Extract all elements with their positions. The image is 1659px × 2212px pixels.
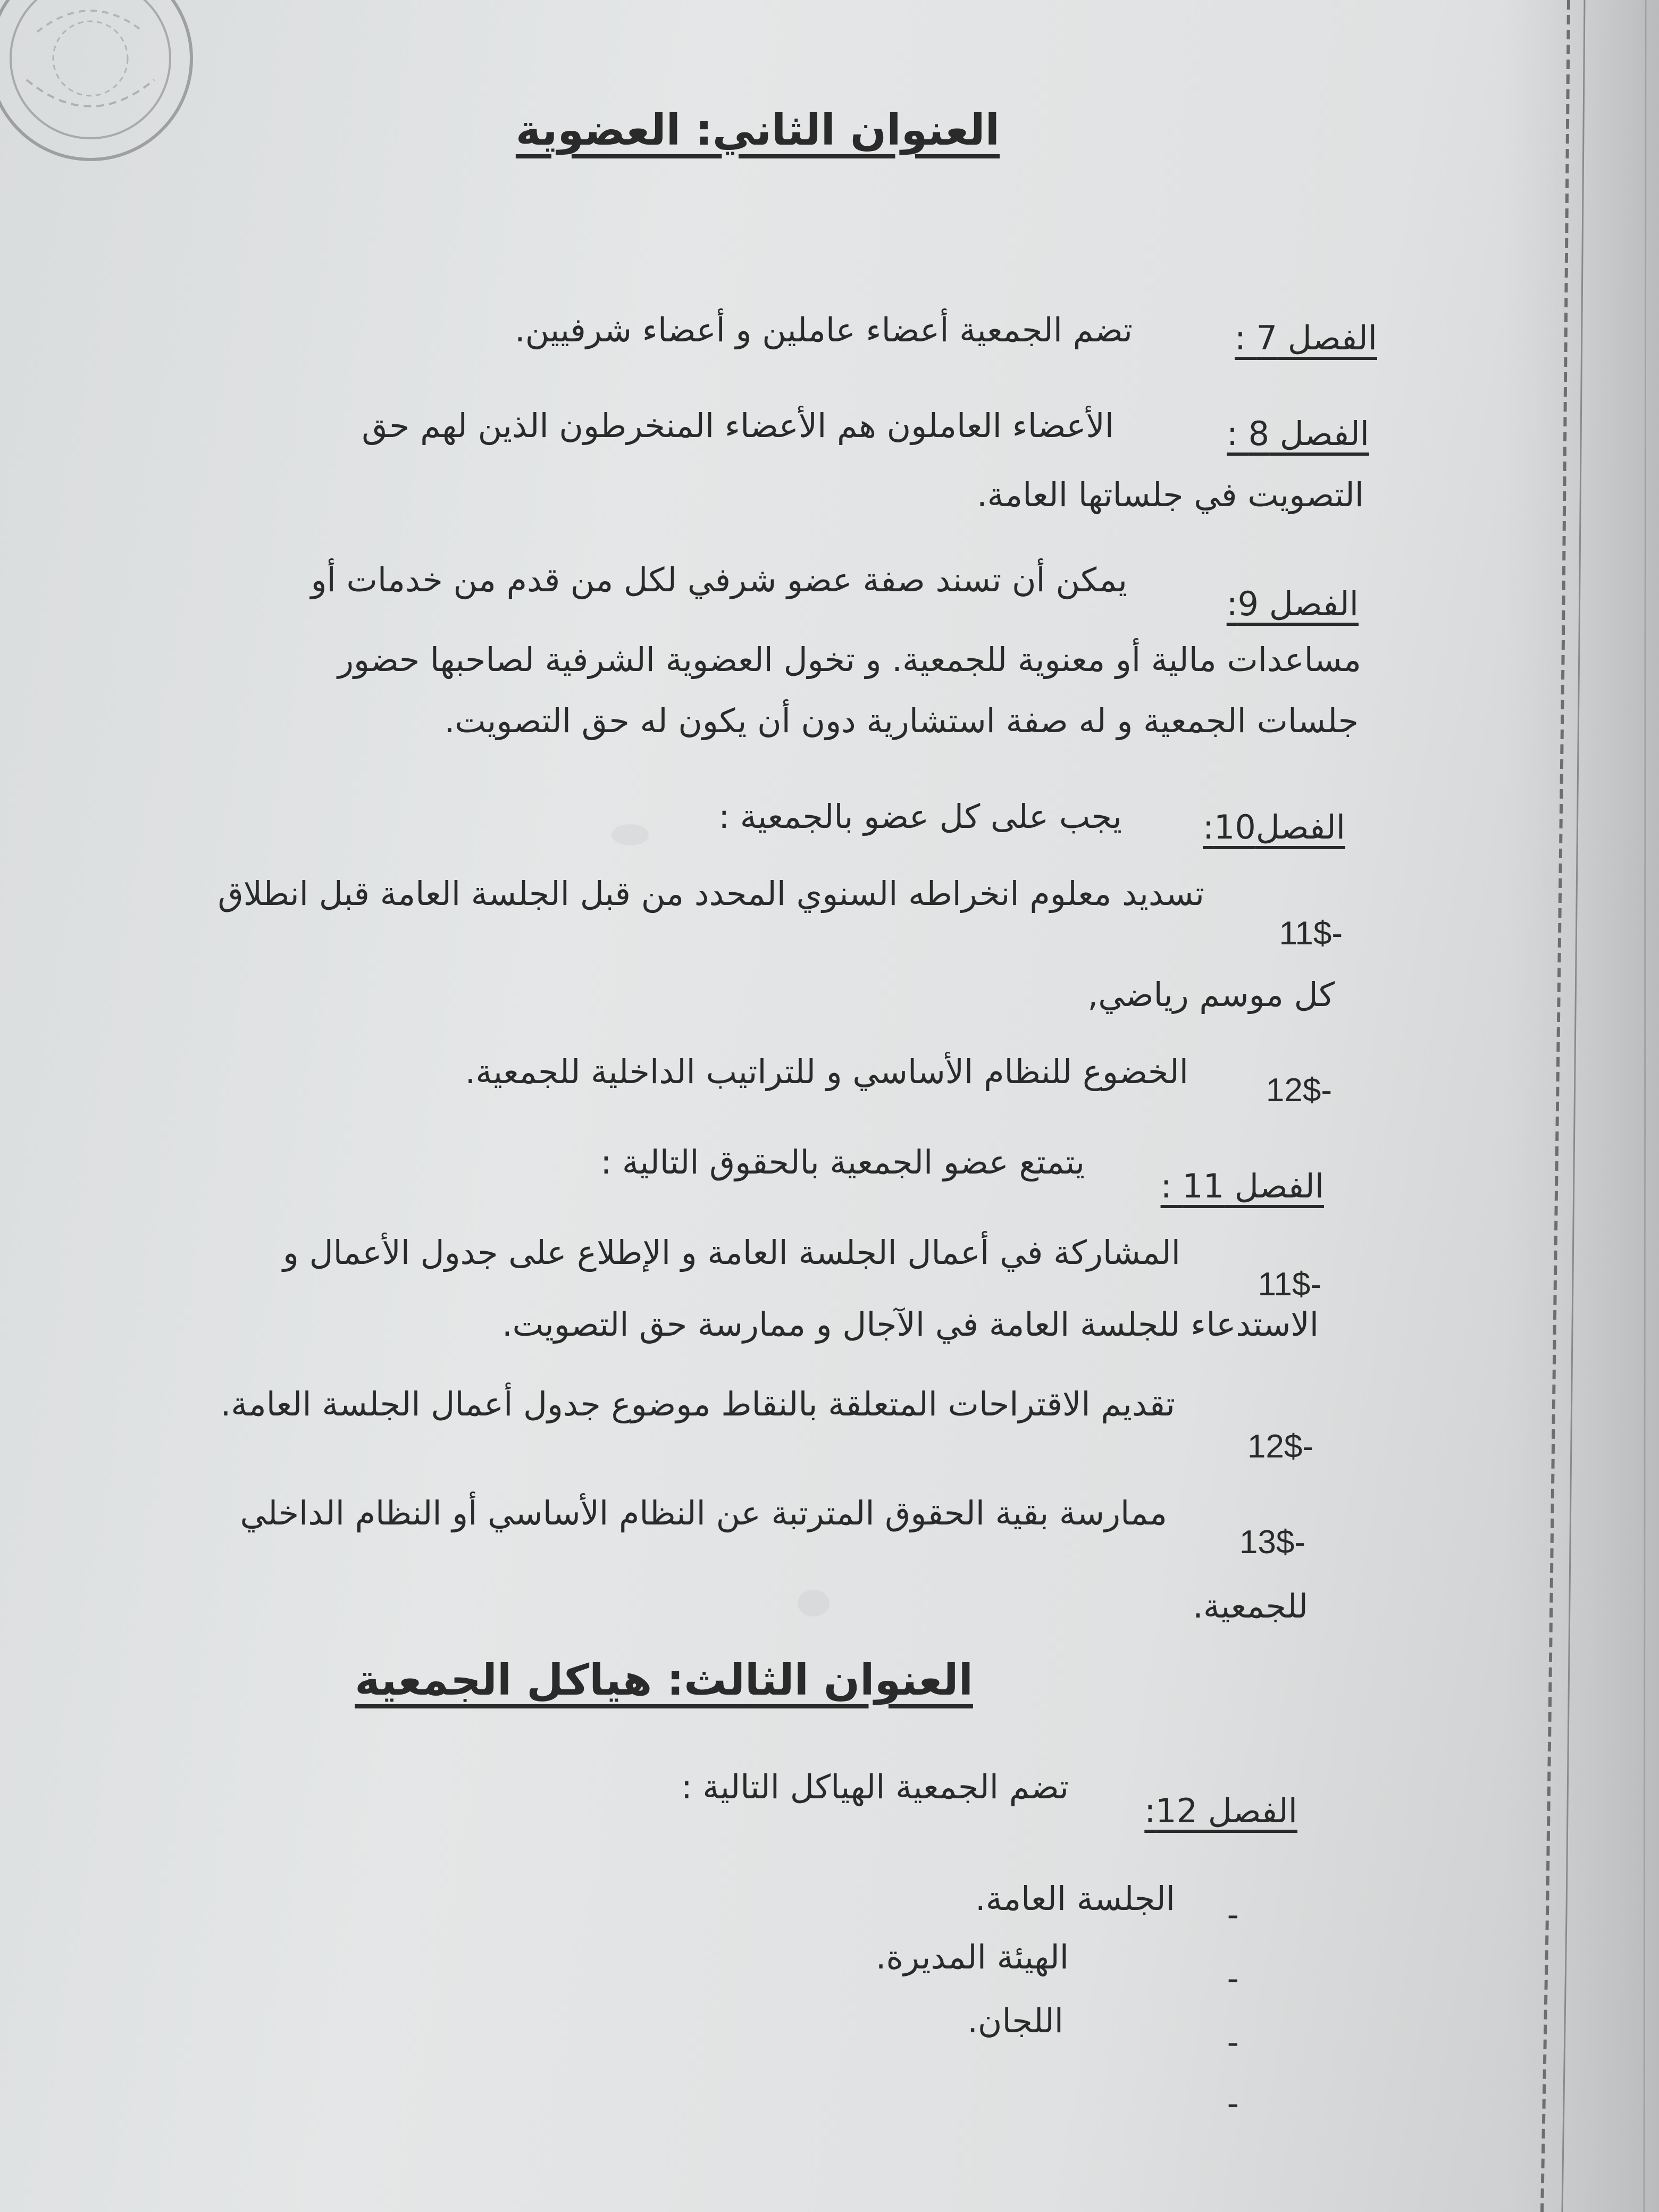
article-9-label: الفصل 9:: [1226, 584, 1359, 623]
article-7-label: الفصل 7 :: [1235, 319, 1377, 357]
article-10-item-2-line1: الخضوع للنظام الأساسي و للتراتيب الداخلية للجمعية.: [465, 1052, 1188, 1091]
article-12-label: الفصل 12:: [1144, 1791, 1297, 1830]
article-11-item-2-number: 12$-: [1247, 1428, 1313, 1465]
article-8-label: الفصل 8 :: [1227, 414, 1369, 453]
article-10-label: الفصل10:: [1203, 808, 1345, 847]
article-11-item-2-line1: تقديم الاقتراحات المتعلقة بالنقاط موضوع جدول أعمال الجلسة العامة.: [220, 1385, 1175, 1423]
article-11-item-3-line1: ممارسة بقية الحقوق المترتبة عن النظام الأساسي أو النظام الداخلي: [240, 1494, 1167, 1532]
article-11-item-1-number: 11$-: [1258, 1266, 1321, 1303]
article-10-item-1-line1: تسديد معلوم انخراطه السنوي المحدد من قبل الجلسة العامة قبل انطلاق: [217, 874, 1204, 913]
section-title-structures: العنوان الثالث: هياكل الجمعية: [355, 1655, 973, 1705]
article-11-text: يتمتع عضو الجمعية بالحقوق التالية :: [600, 1143, 1085, 1182]
article-10-item-1-line2: كل موسم رياضي,: [1087, 975, 1335, 1014]
article-10-item-2-number: 12$-: [1266, 1072, 1332, 1109]
article-9-line1: يمكن أن تسند صفة عضو شرفي لكل من قدم من خدمات أو: [311, 560, 1127, 599]
article-11-label: الفصل 11 :: [1160, 1167, 1324, 1205]
article-11-item-1-line2: الاستدعاء للجلسة العامة في الآجال و ممارسة حق التصويت.: [501, 1305, 1319, 1344]
article-12-bullet-2: -: [1227, 1959, 1239, 1998]
article-12-bullet-4: -: [1227, 2084, 1239, 2123]
article-10-item-1-number: 11$-: [1279, 915, 1343, 952]
article-7-text: تضم الجمعية أعضاء عاملين و أعضاء شرفيين.: [514, 311, 1133, 349]
article-10-text: يجب على كل عضو بالجمعية :: [718, 797, 1122, 836]
article-9-line3: جلسات الجمعية و له صفة استشارية دون أن يكون له حق التصويت.: [444, 701, 1359, 740]
article-12-bullet-3: -: [1227, 2023, 1239, 2062]
article-12-text: تضم الجمعية الهياكل التالية :: [681, 1767, 1069, 1806]
article-11-item-1-line1: المشاركة في أعمال الجلسة العامة و الإطلاع على جدول الأعمال و: [282, 1233, 1180, 1272]
article-12-item-general-assembly: الجلسة العامة.: [975, 1879, 1175, 1918]
official-stamp: [0, 0, 213, 181]
article-12-item-committees: اللجان.: [967, 2001, 1063, 2040]
article-11-item-3-number: 13$-: [1239, 1524, 1305, 1561]
perforated-page-edge: [1505, 0, 1659, 2212]
article-9-line2: مساعدات مالية أو معنوية للجمعية. و تخول العضوية الشرفية لصاحبها حضور: [338, 640, 1361, 679]
section-title-membership: العنوان الثاني: العضوية: [515, 105, 1000, 155]
article-12-bullet-1: -: [1227, 1895, 1239, 1934]
article-8-line1: الأعضاء العاملون هم الأعضاء المنخرطون الذين لهم حق: [362, 406, 1114, 445]
article-8-line2: التصويت في جلساتها العامة.: [976, 475, 1364, 514]
article-12-item-board: الهيئة المديرة.: [875, 1938, 1069, 1976]
article-11-item-3-line2: للجمعية.: [1193, 1587, 1308, 1626]
